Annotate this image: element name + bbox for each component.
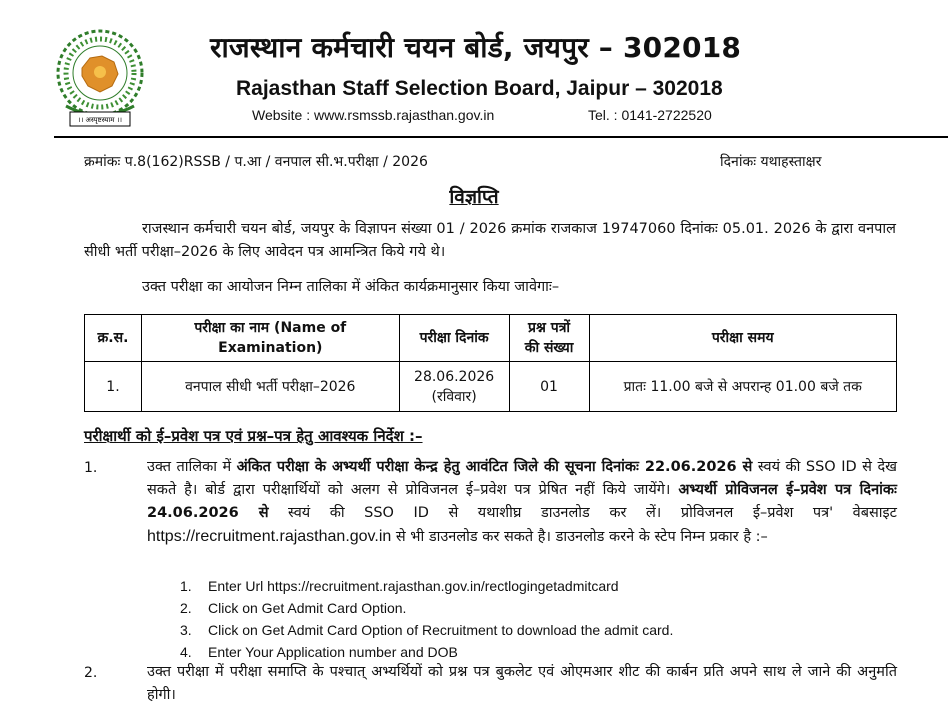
cell-sno: 1. xyxy=(85,362,142,412)
header-exam-name-line2: Examination) xyxy=(218,340,323,356)
header-papers-line2: की संख्या xyxy=(524,340,574,356)
notice-heading xyxy=(0,183,948,209)
instruction-item: उक्त परीक्षा में परीक्षा समाप्ति के पश्चात् अभ्यर्थियों को प्रश्न पत्र बुकलेट एवं ओएमआर शीट की कार्बन प्रति अपने साथ ले जाने की अनुमति होगी। xyxy=(147,664,897,703)
instruction-item xyxy=(147,456,897,549)
title-hindi: राजस्थान कर्मचारी चयन बोर्ड, जयपुर – 302018 xyxy=(210,31,742,64)
cell-paper-count: 01 xyxy=(509,362,589,412)
instruction-bold-text: अंकित परीक्षा के अभ्यर्थी परीक्षा केन्द्र हेतु आवंटित जिले की सूचना दिनांकः 22.06.2026 से xyxy=(236,459,753,475)
cell-exam-date xyxy=(399,362,509,412)
step-text: Enter Url https://recruitment.rajasthan.gov.in/rectlogingetadmitcard xyxy=(208,578,619,594)
download-step xyxy=(180,600,406,616)
step-text: Click on Get Admit Card Option of Recruitment to download the admit card. xyxy=(208,622,674,638)
instruction-text: स्वयं की SSO ID से देख सकते है। बोर्ड द्वारा परीक्षार्थियों को अलग से प्रोविजनल ई–प्रवेश पत्र प्रेषित नहीं किये जायेंगे। xyxy=(147,459,897,498)
header-paper-count xyxy=(509,315,589,362)
logo-motto: ।। अस्पृष्टस्याम ।। xyxy=(78,116,122,124)
cell-exam-time: प्रातः 11.00 बजे से अपरान्ह 01.00 बजे तक xyxy=(589,362,897,412)
exam-schedule-table xyxy=(84,314,897,412)
website-text: Website : www.rsmssb.rajasthan.gov.in xyxy=(252,107,495,123)
header-exam-date: परीक्षा दिनांक xyxy=(399,315,509,362)
title-english: Rajasthan Staff Selection Board, Jaipur – 302018 xyxy=(236,77,723,100)
instructions-heading: परीक्षार्थी को ई–प्रवेश पत्र एवं प्रश्न–पत्र हेतु आवश्यक निर्देश :– xyxy=(84,427,423,445)
notice-heading-text: विज्ञप्ति xyxy=(449,186,499,208)
instruction-bold-text: अभ्यर्थी प्रोविजनल ई–प्रवेश पत्र दिनांकः 24.06.2026 से xyxy=(147,482,897,521)
header-exam-name xyxy=(141,315,399,362)
table-header-row xyxy=(85,315,897,362)
header-divider xyxy=(54,136,948,138)
step-number: 2. xyxy=(180,600,192,616)
recruitment-website-link[interactable]: https://recruitment.rajasthan.gov.in xyxy=(147,528,392,545)
phone-text: Tel. : 0141-2722520 xyxy=(588,107,712,123)
header-exam-time: परीक्षा समय xyxy=(589,315,897,362)
header-exam-name-line1: परीक्षा का नाम (Name of xyxy=(194,320,347,336)
table-row xyxy=(85,362,897,412)
download-step xyxy=(180,644,458,660)
schedule-intro: उक्त परीक्षा का आयोजन निम्न तालिका में अंकित कार्यक्रमानुसार किया जावेगाः– xyxy=(142,279,560,295)
instruction-number: 1. xyxy=(84,460,98,476)
step-number: 3. xyxy=(180,622,192,638)
cell-exam-name: वनपाल सीधी भर्ती परीक्षा–2026 xyxy=(141,362,399,412)
step-text: Enter Your Application number and DOB xyxy=(208,644,458,660)
step-text: Click on Get Admit Card Option. xyxy=(208,600,407,616)
header-sno: क्र.स. xyxy=(85,315,142,362)
instruction-text: स्वयं की SSO ID से यथाशीघ्र डाउनलोड कर लें। प्रोविजनल ई–प्रवेश पत्र' वेबसाइट xyxy=(268,505,897,521)
step-number: 4. xyxy=(180,644,192,660)
reference-number: क्रमांकः प.8(162)RSSB / प.आ / वनपाल सी.भ.परीक्षा / 2026 xyxy=(84,154,428,170)
download-step xyxy=(180,578,619,594)
instruction-text: उक्त तालिका में xyxy=(147,459,237,475)
notice-date: दिनांकः यथाहस्ताक्षर xyxy=(720,154,822,170)
header-papers-line1: प्रश्न पत्रों xyxy=(528,320,571,336)
cell-day-value: (रविवार) xyxy=(431,388,477,405)
rssb-emblem-logo xyxy=(52,28,148,130)
step-number: 1. xyxy=(180,578,192,594)
instruction-text: से भी डाउनलोड कर सकते है। डाउनलोड करने के स्टेप निम्न प्रकार है :– xyxy=(391,529,768,545)
download-step xyxy=(180,622,673,638)
cell-date-value: 28.06.2026 xyxy=(414,368,495,385)
intro-paragraph: राजस्थान कर्मचारी चयन बोर्ड, जयपुर के विज्ञापन संख्या 01 / 2026 क्रमांक राजकाज 19747060 दिनांकः 05.01. 2026 के द्वारा वनपाल सीधी भर्ती परीक्षा–2026 के लिए आवेदन पत्र आमन्त्रित किये गये थे। xyxy=(84,221,896,260)
instruction-number: 2. xyxy=(84,665,98,681)
